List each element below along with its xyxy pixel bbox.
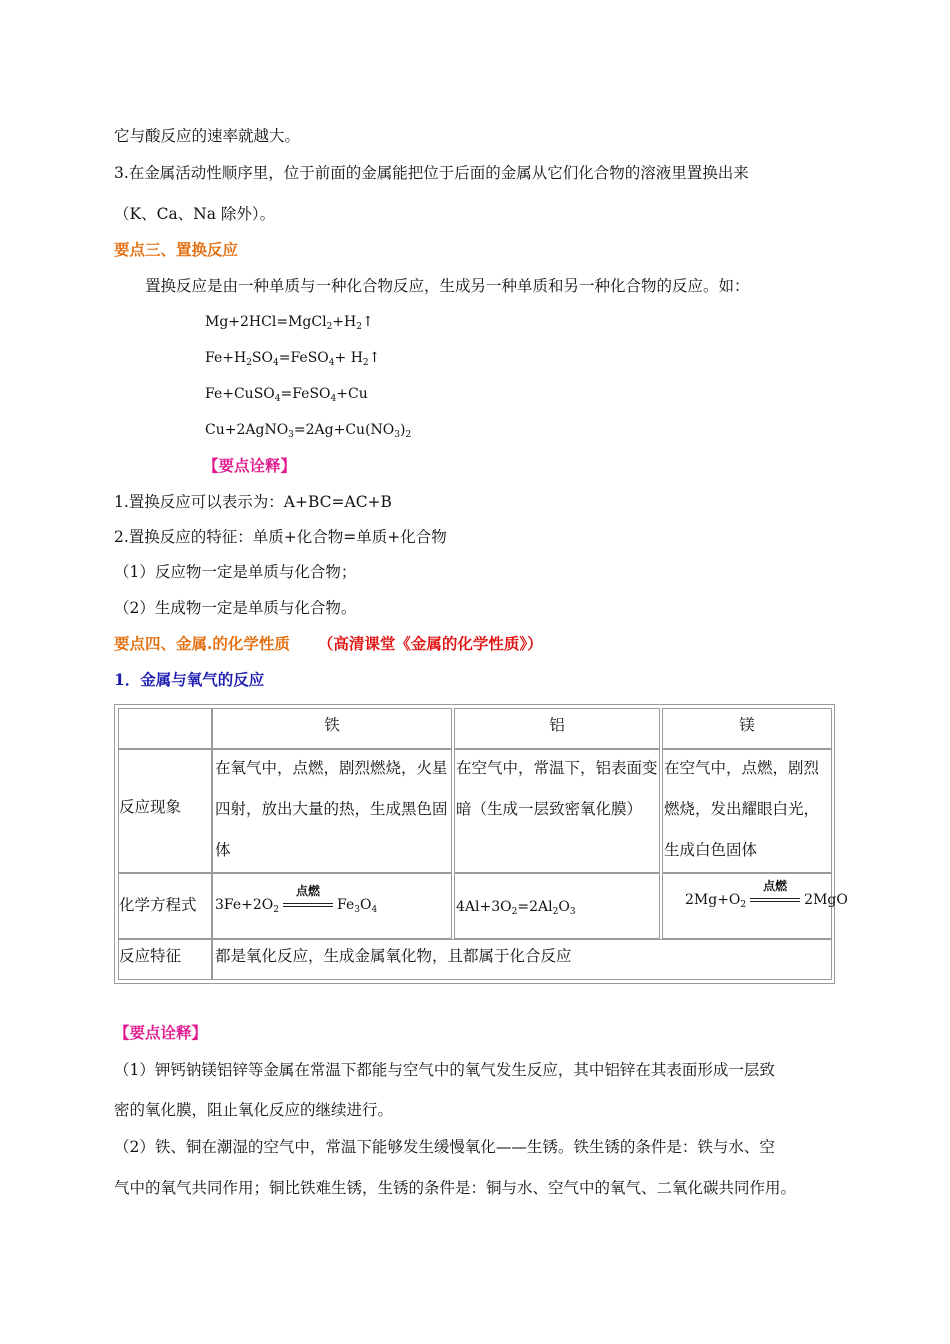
table-header-empty — [118, 708, 212, 749]
reaction-condition-arrow: 点燃 — [750, 890, 800, 910]
intro-line-2: 3.在金属活动性顺序里，位于前面的金属能把位于后面的金属从它们化合物的溶液里置换出来 — [114, 164, 749, 182]
equation-fe-h2so4: $Fe+H_2SO_4=FeSO_4+$ $H_2↑$ — [205, 350, 381, 368]
table-cell-iron-phenomenon: 在氧气中，点燃，剧烈燃烧，火星四射，放出大量的热，生成黑色固体 — [212, 749, 452, 873]
section4-subheading: 1．金属与氧气的反应 — [114, 670, 265, 689]
table-header-magnesium: 镁 — [662, 708, 832, 749]
table-cell-feature: 都是氧化反应，生成金属氧化物，且都属于化合反应 — [212, 939, 832, 980]
metal-oxygen-table — [114, 704, 848, 984]
section3-note-1: 1.置换反应可以表示为：A+BC=AC+B — [114, 493, 392, 511]
equation-mg-hcl: $Mg+2HCl=MgCl_2+H_2↑$ — [205, 314, 374, 332]
table-row-label-feature: 反应特征 — [118, 939, 212, 980]
aluminum-equation: $4Al+3O_2=2Al_2O_3$ — [456, 899, 576, 917]
equation-fe-cuso4: Fe+CuSO$_4$=FeSO$_4$+Cu — [205, 386, 368, 404]
section4-title: 要点四、金属.的化学性质 — [114, 634, 290, 653]
reaction-condition-arrow: 点燃 — [283, 895, 333, 915]
table-cell-aluminum-equation — [454, 873, 660, 939]
table-cell-iron-equation — [212, 873, 452, 939]
table-cell-magnesium-equation — [662, 873, 848, 939]
iron-equation: $3Fe+2O_2$ 点燃 $Fe_3O_4$ — [215, 884, 378, 915]
intro-line-1: 它与酸反应的速率就越大。 — [114, 127, 301, 145]
section3-heading: 要点三、置换反应 — [114, 240, 239, 259]
intro-line-3: （K、Ca、Na 除外）。 — [114, 205, 276, 223]
notes2-p1-line1: （1）钾钙钠镁铝锌等金属在常温下都能与空气中的氧气发生反应，其中铝锌在其表面形成一层致 — [114, 1061, 775, 1079]
table-header-aluminum: 铝 — [454, 708, 660, 749]
table-cell-aluminum-phenomenon: 在空气中，常温下，铝表面变暗（生成一层致密氧化膜） — [454, 749, 660, 873]
table-cell-magnesium-phenomenon: 在空气中，点燃，剧烈燃烧，发出耀眼白光，生成白色固体 — [662, 749, 832, 873]
section4-course-link[interactable]: （高清课堂《金属的化学性质》） — [317, 634, 543, 653]
table-row-label-phenomenon: 反应现象 — [118, 749, 212, 873]
notes2-p1-line2: 密的氧化膜，阻止氧化反应的继续进行。 — [114, 1101, 394, 1119]
table-header-iron: 铁 — [212, 708, 452, 749]
section3-note-2: 2.置换反应的特征：单质+化合物=单质+化合物 — [114, 528, 447, 546]
section3-definition: 置换反应是由一种单质与一种化合物反应，生成另一种单质和另一种化合物的反应。如： — [145, 277, 750, 295]
notes2-title: 【要点诠释】 — [114, 1023, 208, 1042]
section3-note-title: 【要点诠释】 — [203, 456, 297, 475]
section3-note-3: （1）反应物一定是单质与化合物； — [114, 563, 357, 581]
magnesium-equation: $2Mg+O_2$ 点燃 2MgO — [685, 879, 848, 910]
table-row-label-equation: 化学方程式 — [118, 873, 212, 939]
equation-cu-agno3: $Cu+2AgNO_3=2Ag+Cu(NO_3)_2$ — [205, 422, 412, 440]
notes2-p2-line2: 气中的氧气共同作用；铜比铁难生锈，生锈的条件是：铜与水、空气中的氧气、二氧化碳共同作用。 — [114, 1179, 797, 1197]
section4-heading — [114, 634, 543, 654]
section3-note-4: （2）生成物一定是单质与化合物。 — [114, 599, 357, 617]
notes2-p2-line1: （2）铁、铜在潮湿的空气中，常温下能够发生缓慢氧化——生锈。铁生锈的条件是：铁与水、空 — [114, 1138, 775, 1156]
